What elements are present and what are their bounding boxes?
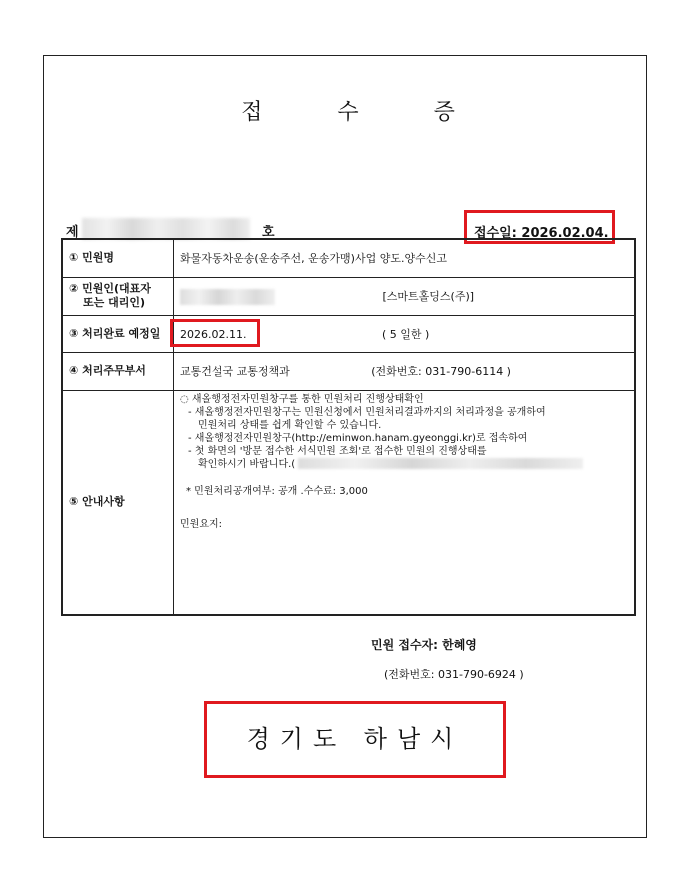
receiver-label: 민원 접수자: <box>371 638 438 652</box>
disclosure-line: * 민원처리공개여부: 공개 .수수료: 3,000 <box>186 485 368 497</box>
due-date-highlight <box>170 319 260 347</box>
issuer-box <box>204 701 506 778</box>
applicant-value: [스마트홀딩스(주)] <box>382 289 475 303</box>
applicant-label-line1: ② 민원인(대표자 <box>69 282 151 295</box>
department-phone: (전화번호: 031-790-6114 ) <box>371 365 511 378</box>
guide-line: 민원처리 상태를 쉽게 확인할 수 있습니다. <box>198 419 382 431</box>
summary-line: 민원요지: <box>180 518 223 530</box>
document-title: 접 수 증 <box>241 100 489 125</box>
issuer-name: 경기도 하남시 <box>246 725 464 753</box>
redacted-guide-text <box>298 458 583 469</box>
guide-line: - 새올행정전자민원창구(http://eminwon.hanam.gyeonggi.kr)로 접속하여 <box>188 432 528 444</box>
redacted-registration-number <box>82 218 250 240</box>
guide-line: 확인하시기 바랍니다.( <box>198 458 296 470</box>
due-date-value: 2026.02.11. <box>180 327 247 341</box>
receipt-date-label: 접수일: <box>474 226 517 241</box>
table-row <box>62 352 635 390</box>
redacted-applicant-name <box>180 289 275 305</box>
registration-prefix: 제 <box>66 225 79 240</box>
table-row <box>62 315 635 352</box>
guide-line: - 첫 화면의 '방문 접수한 서식민원 조회'로 접수한 민원의 진행상태를 <box>188 445 487 457</box>
guide-cell <box>174 390 636 615</box>
receipt-date-value: 2026.02.04. <box>521 226 609 241</box>
guide-line-with-redaction <box>180 458 628 471</box>
registration-suffix: 호 <box>262 225 275 240</box>
row-label-guide: ⑤ 안내사항 <box>62 390 174 615</box>
department-value: 교통건설국 교통정책과 <box>180 365 290 378</box>
table-row <box>62 390 635 615</box>
applicant-cell <box>174 277 636 315</box>
complaint-name-value: 화물자동차운송(운송주선, 운송가맹)사업 양도.양수신고 <box>174 239 636 277</box>
row-label-complaint-name: ① 민원명 <box>62 239 174 277</box>
table-row <box>62 239 635 277</box>
due-date-days: ( 5 일한 ) <box>381 327 430 341</box>
receiver <box>371 636 477 653</box>
receiver-phone: (전화번호: 031-790-6924 ) <box>384 668 524 681</box>
row-label-applicant <box>62 277 174 315</box>
table-row <box>62 277 635 315</box>
row-label-due-date: ③ 처리완료 예정일 <box>62 315 174 352</box>
guide-line: - 새올행정전자민원창구는 민원신청에서 민원처리결과까지의 처리과정을 공개하여 <box>188 406 546 418</box>
receipt-form-table <box>61 238 636 616</box>
guide-line: ◌ 새올행정전자민원창구를 통한 민원처리 진행상태확인 <box>180 393 424 405</box>
applicant-label-line2: 또는 대리인) <box>83 296 145 309</box>
row-label-department: ④ 처리주무부서 <box>62 352 174 390</box>
receiver-name: 한혜영 <box>442 638 477 652</box>
department-cell <box>174 352 636 390</box>
